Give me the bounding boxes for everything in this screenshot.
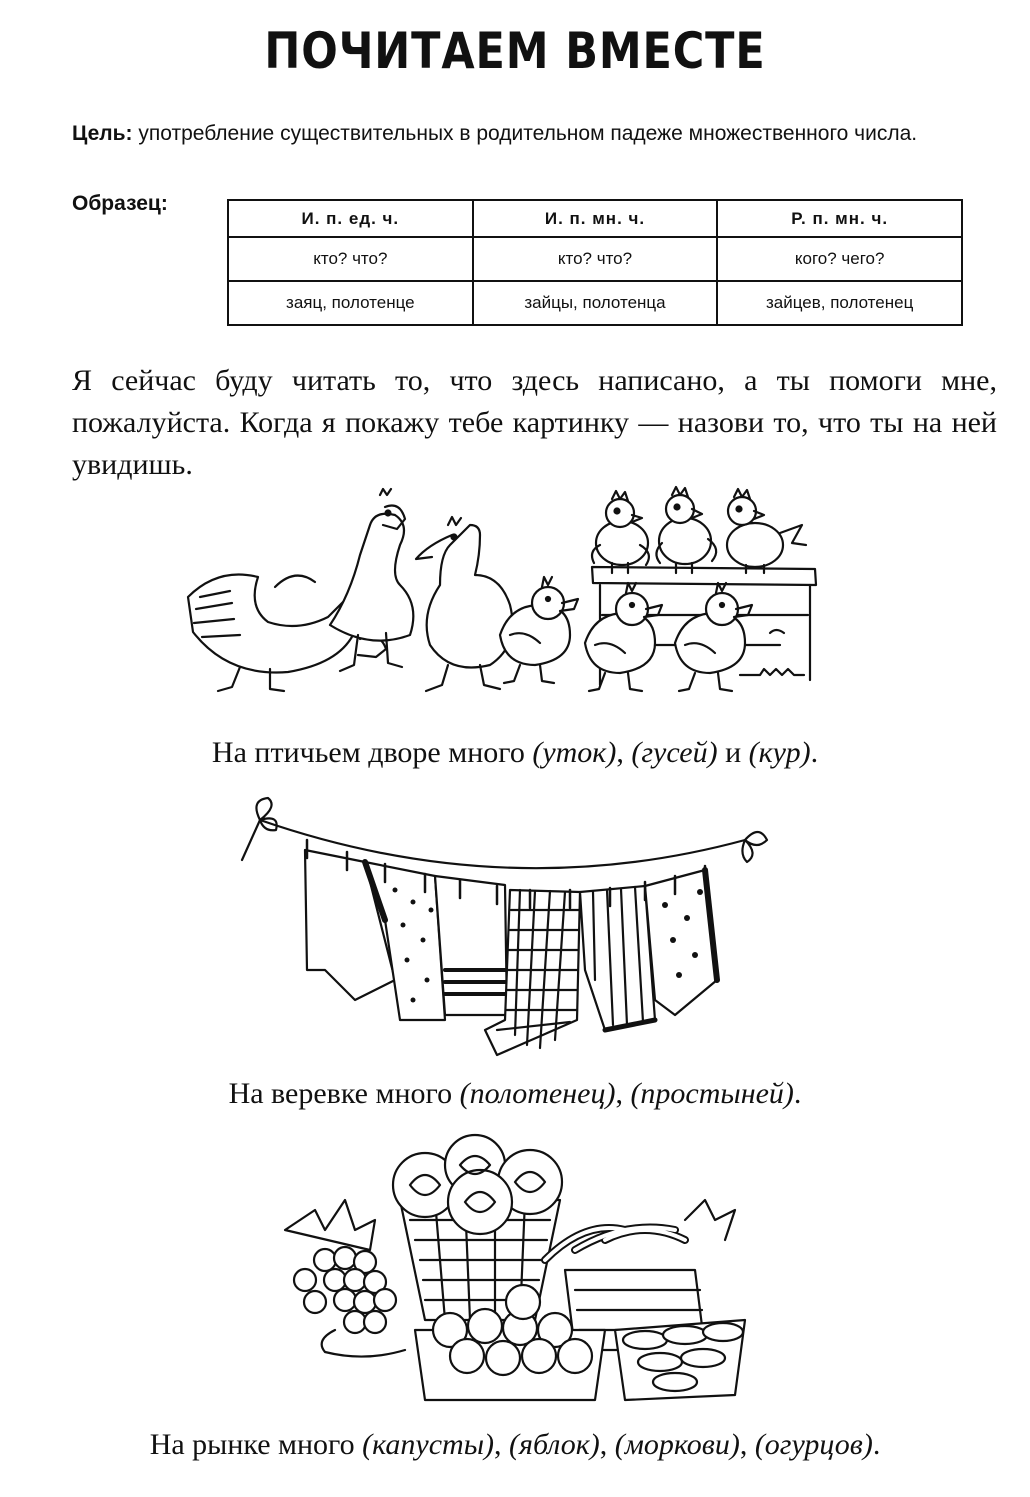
answer-word: (кур)	[748, 736, 811, 769]
goal-text: употребление существительных в родительном падеже множественного числа.	[138, 122, 918, 145]
goal-label: Цель:	[72, 122, 133, 145]
caption-text: ,	[615, 1077, 631, 1110]
example-cell: зайцы, полотенца	[473, 281, 718, 325]
caption-text: и	[717, 736, 749, 769]
goal-paragraph	[72, 118, 997, 150]
sample-question-row	[228, 237, 962, 281]
market-illustration	[275, 1130, 755, 1410]
sample-header-row	[228, 200, 962, 237]
question-cell: кто? что?	[228, 237, 473, 281]
caption-text: ,	[739, 1428, 755, 1461]
header-cell: И. п. ед. ч.	[228, 200, 473, 237]
answer-word: (простыней)	[630, 1077, 794, 1110]
poultry-yard-illustration	[180, 485, 840, 705]
caption-text: ,	[494, 1428, 510, 1461]
question-cell: кого? чего?	[717, 237, 962, 281]
market-caption	[0, 1428, 1030, 1462]
caption-text: ,	[599, 1428, 615, 1461]
answer-word: (яблок)	[509, 1428, 600, 1461]
caption-text: .	[810, 736, 819, 769]
question-cell: кто? что?	[473, 237, 718, 281]
answer-word: (уток)	[532, 736, 617, 769]
page-title: ПОЧИТАЕМ ВМЕСТЕ	[264, 22, 766, 80]
sample-label: Образец:	[72, 192, 168, 215]
poultry-yard-caption	[0, 736, 1030, 770]
example-cell: заяц, полотенце	[228, 281, 473, 325]
answer-word: (гусей)	[631, 736, 718, 769]
header-cell: Р. п. мн. ч.	[717, 200, 962, 237]
answer-word: (капусты)	[362, 1428, 495, 1461]
clothesline-caption	[0, 1077, 1030, 1111]
caption-text: .	[872, 1428, 881, 1461]
caption-text: На птичьем дворе много	[211, 736, 533, 769]
answer-word: (полотенец)	[459, 1077, 616, 1110]
header-cell: И. п. мн. ч.	[473, 200, 718, 237]
example-cell: зайцев, полотенец	[717, 281, 962, 325]
clothesline-illustration	[235, 790, 780, 1060]
caption-text: На рынке много	[149, 1428, 363, 1461]
caption-text: На веревке много	[228, 1077, 460, 1110]
sample-table	[227, 199, 963, 326]
sample-example-row	[228, 281, 962, 325]
caption-text: ,	[616, 736, 632, 769]
answer-word: (моркови)	[614, 1428, 740, 1461]
caption-text: .	[793, 1077, 802, 1110]
answer-word: (огурцов)	[754, 1428, 873, 1461]
intro-paragraph: Я сейчас буду читать то, что здесь написано, а ты помоги мне, пожалуйста. Когда я покажу тебе картинку — назови то, что ты на ней увидишь.	[72, 364, 997, 481]
